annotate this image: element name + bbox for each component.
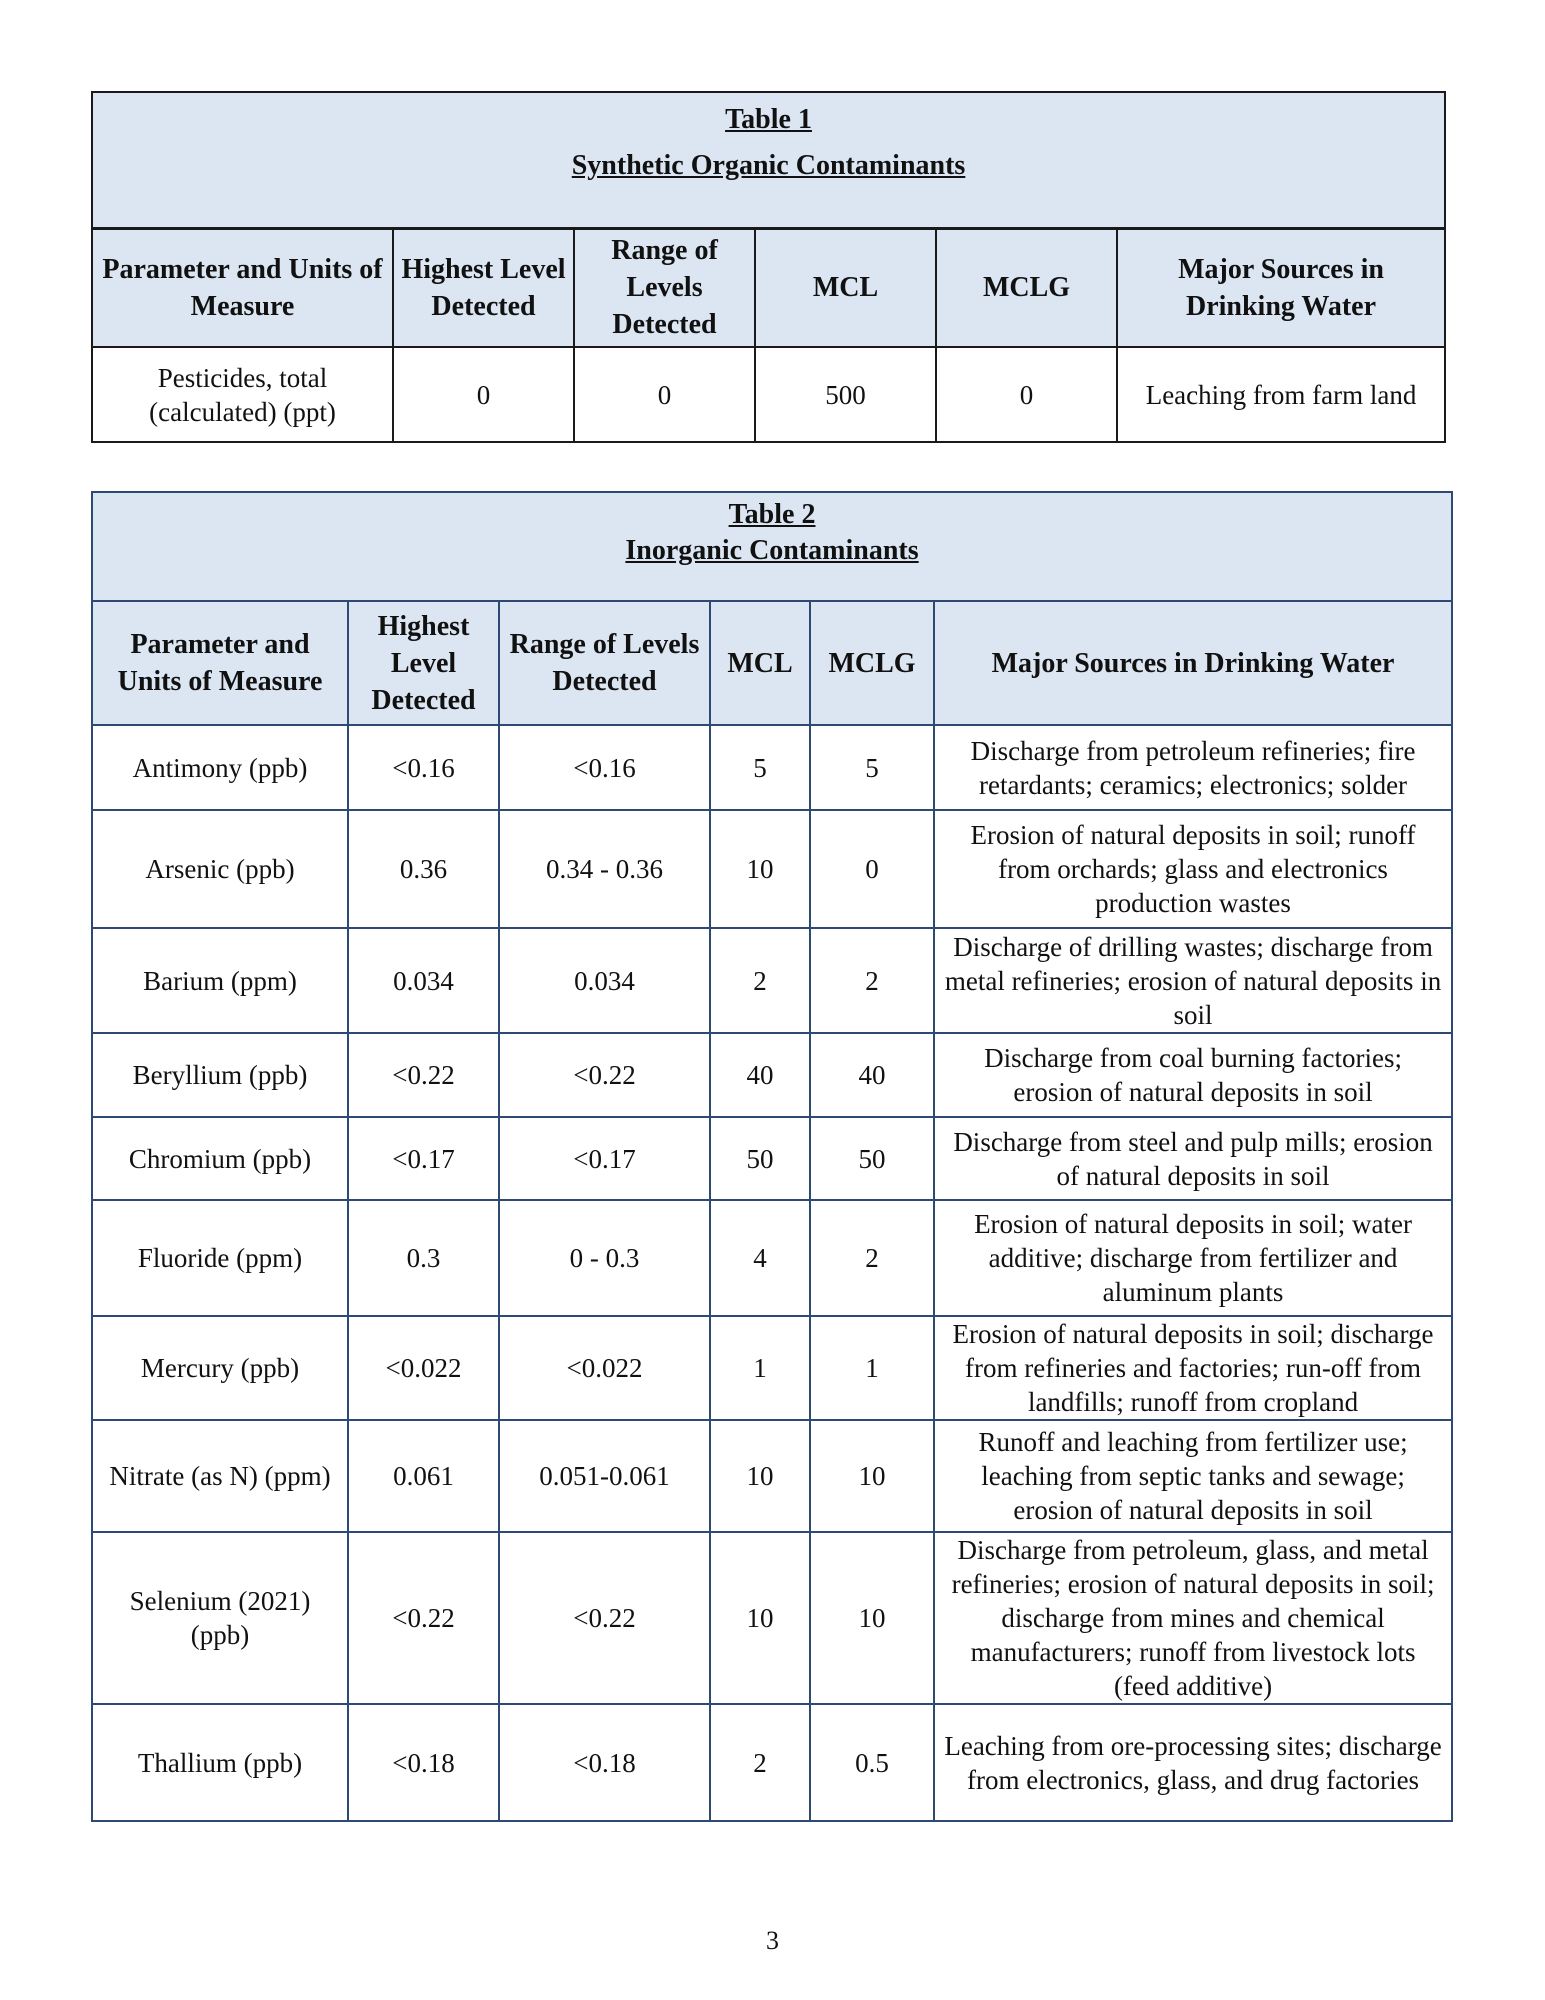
cell-range: 0.051-0.061 [499,1420,710,1532]
table-row [92,725,1452,810]
cell-range: <0.17 [499,1117,710,1200]
cell-sources: Discharge from steel and pulp mills; erosion of natural deposits in soil [934,1117,1452,1200]
cell-mcl: 10 [710,1532,810,1704]
table-row [92,1033,1452,1117]
cell-highest: 0.36 [348,810,499,928]
cell-parameter: Arsenic (ppb) [92,810,348,928]
cell-sources: Leaching from farm land [1117,347,1445,442]
cell-mcl: 500 [755,347,936,442]
table-row [92,1316,1452,1420]
cell-highest: 0.061 [348,1420,499,1532]
cell-mclg: 0.5 [810,1704,934,1821]
table-1-header-range: Range of Levels Detected [574,228,755,347]
cell-sources: Erosion of natural deposits in soil; discharge from refineries and factories; run-off from landfills; runoff from cropland [934,1316,1452,1420]
table-2-header-sources: Major Sources in Drinking Water [934,601,1452,725]
cell-mclg: 2 [810,1200,934,1316]
cell-highest: <0.17 [348,1117,499,1200]
table-row [92,1200,1452,1316]
cell-parameter: Pesticides, total (calculated) (ppt) [92,347,393,442]
cell-sources: Erosion of natural deposits in soil; runoff from orchards; glass and electronics production wastes [934,810,1452,928]
cell-mclg: 0 [936,347,1117,442]
page-number: 3 [766,1926,779,1955]
table-2-subtitle: Inorganic Contaminants [625,535,919,566]
table-1-subtitle: Synthetic Organic Contaminants [571,150,966,181]
table-row [92,1704,1452,1821]
cell-mclg: 0 [810,810,934,928]
table-1 [91,91,1446,443]
cell-parameter: Chromium (ppb) [92,1117,348,1200]
table-1-title: Table 1 [725,104,812,135]
table-1-title-block [92,92,1445,228]
table-1-header-highest: Highest Level Detected [393,228,574,347]
cell-highest: <0.22 [348,1532,499,1704]
cell-mclg: 5 [810,725,934,810]
cell-mclg: 2 [810,928,934,1033]
cell-mclg: 1 [810,1316,934,1420]
table-row [92,1117,1452,1200]
cell-sources: Discharge from petroleum refineries; fire retardants; ceramics; electronics; solder [934,725,1452,810]
cell-highest: <0.22 [348,1033,499,1117]
cell-parameter: Beryllium (ppb) [92,1033,348,1117]
cell-range: 0.34 - 0.36 [499,810,710,928]
cell-range: <0.18 [499,1704,710,1821]
table-1-header-sources: Major Sources in Drinking Water [1117,228,1445,347]
cell-mcl: 2 [710,1704,810,1821]
cell-parameter: Mercury (ppb) [92,1316,348,1420]
cell-mcl: 10 [710,1420,810,1532]
table-2-header-mcl: MCL [710,601,810,725]
table-2-header-highest: Highest Level Detected [348,601,499,725]
cell-mclg: 10 [810,1420,934,1532]
cell-mcl: 4 [710,1200,810,1316]
cell-mcl: 40 [710,1033,810,1117]
table-row [92,928,1452,1033]
cell-mcl: 2 [710,928,810,1033]
table-row [92,1532,1452,1704]
cell-sources: Discharge of drilling wastes; discharge from metal refineries; erosion of natural deposits in soil [934,928,1452,1033]
table-2-title-block [92,492,1452,601]
cell-range: <0.22 [499,1532,710,1704]
table-row [92,1420,1452,1532]
cell-range: 0.034 [499,928,710,1033]
cell-highest: <0.18 [348,1704,499,1821]
cell-highest: 0.034 [348,928,499,1033]
cell-sources: Leaching from ore-processing sites; discharge from electronics, glass, and drug factories [934,1704,1452,1821]
cell-sources: Discharge from coal burning factories; erosion of natural deposits in soil [934,1033,1452,1117]
cell-highest: 0.3 [348,1200,499,1316]
cell-sources: Runoff and leaching from fertilizer use; leaching from septic tanks and sewage; erosion of natural deposits in soil [934,1420,1452,1532]
cell-range: 0 [574,347,755,442]
table-2-title: Table 2 [728,499,816,530]
table-2-header-mclg: MCLG [810,601,934,725]
cell-parameter: Fluoride (ppm) [92,1200,348,1316]
table-1-header-mclg: MCLG [936,228,1117,347]
table-row [92,347,1445,442]
cell-range: 0 - 0.3 [499,1200,710,1316]
cell-highest: 0 [393,347,574,442]
table-2-header-range: Range of Levels Detected [499,601,710,725]
cell-parameter: Selenium (2021) (ppb) [92,1532,348,1704]
cell-parameter: Nitrate (as N) (ppm) [92,1420,348,1532]
table-row [92,810,1452,928]
cell-mclg: 10 [810,1532,934,1704]
table-1-header-mcl: MCL [755,228,936,347]
cell-mcl: 1 [710,1316,810,1420]
cell-range: <0.022 [499,1316,710,1420]
table-2-header-parameter: Parameter and Units of Measure [92,601,348,725]
cell-parameter: Thallium (ppb) [92,1704,348,1821]
cell-parameter: Barium (ppm) [92,928,348,1033]
cell-sources: Discharge from petroleum, glass, and metal refineries; erosion of natural deposits in soil; discharge from mines and chemical manufacturers; runoff from livestock lots (feed additive) [934,1532,1452,1704]
table-1-header-parameter: Parameter and Units of Measure [92,228,393,347]
cell-parameter: Antimony (ppb) [92,725,348,810]
table-2 [91,491,1453,1822]
cell-highest: <0.022 [348,1316,499,1420]
cell-mclg: 40 [810,1033,934,1117]
cell-mcl: 50 [710,1117,810,1200]
cell-mclg: 50 [810,1117,934,1200]
cell-sources: Erosion of natural deposits in soil; water additive; discharge from fertilizer and aluminum plants [934,1200,1452,1316]
cell-mcl: 10 [710,810,810,928]
cell-range: <0.16 [499,725,710,810]
cell-mcl: 5 [710,725,810,810]
cell-highest: <0.16 [348,725,499,810]
cell-range: <0.22 [499,1033,710,1117]
